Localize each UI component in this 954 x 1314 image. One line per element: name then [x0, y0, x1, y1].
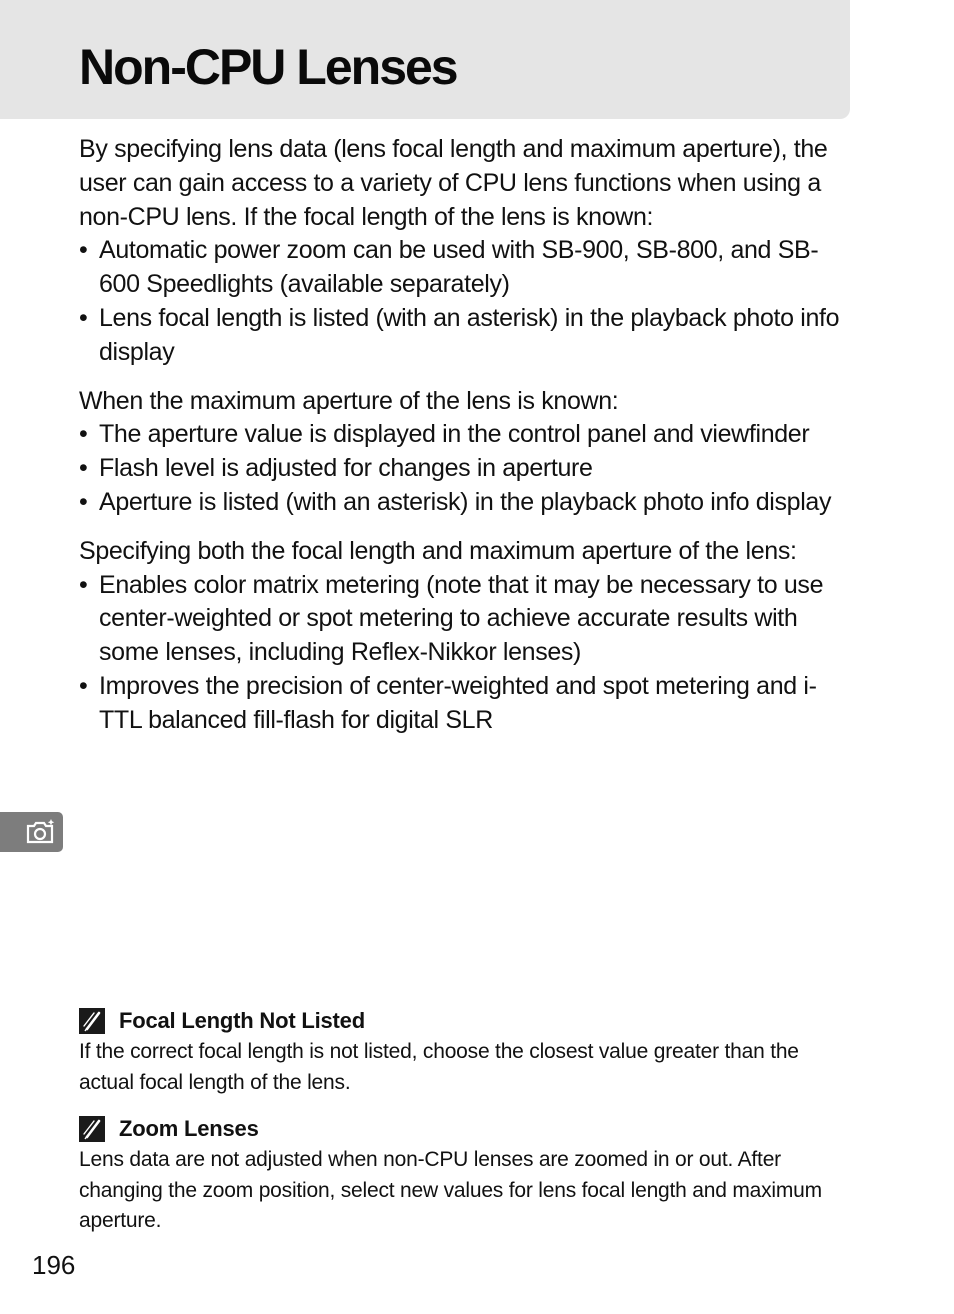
intro-paragraph: By specifying lens data (lens focal length and maximum aperture), the user can gain access to a variety of CPU lens functions when using a non-CPU lens. If the focal length of the lens is known: [79, 135, 828, 231]
list-item-text: Lens focal length is listed (with an asterisk) in the playback photo info display [99, 303, 840, 366]
note-focal-length [79, 1005, 859, 1098]
title-band [0, 0, 850, 119]
bullet-glyph: • [79, 671, 88, 700]
list-item [79, 452, 854, 486]
list-item-text: Improves the precision of center-weighted and spot metering and i-TTL balanced fill-flash for digital SLR [99, 671, 817, 734]
notes-section [79, 1005, 859, 1237]
bullet-glyph: • [79, 420, 88, 449]
note-body: If the correct focal length is not listed, choose the closest value greater than the actual focal length of the lens. [79, 1040, 799, 1094]
note-zoom-lenses [79, 1113, 859, 1237]
list-item [79, 569, 854, 670]
list-item [79, 302, 854, 370]
bullet-glyph: • [79, 570, 88, 599]
list-item [79, 486, 854, 520]
section-gap [79, 520, 854, 535]
list-item [79, 418, 854, 452]
bullet-glyph: • [79, 487, 88, 516]
list-item-text: Automatic power zoom can be used with SB-900, SB-800, and SB-600 Speedlights (available separately) [99, 236, 819, 299]
main-content [79, 133, 854, 738]
bullet-glyph: • [79, 454, 88, 483]
pencil-note-icon [79, 1116, 105, 1142]
aperture-bullet-list [79, 418, 854, 519]
list-item-text: Aperture is listed (with an asterisk) in the playback photo info display [99, 487, 832, 516]
section-tab [0, 812, 63, 852]
list-item [79, 234, 854, 302]
section-gap [79, 370, 854, 385]
both-paragraph: Specifying both the focal length and maximum aperture of the lens: [79, 536, 797, 565]
bullet-glyph: • [79, 303, 88, 332]
intro-bullet-list [79, 234, 854, 369]
list-item-text: The aperture value is displayed in the control panel and viewfinder [99, 420, 810, 449]
pencil-note-icon [79, 1008, 105, 1034]
list-item-text: Flash level is adjusted for changes in aperture [99, 454, 593, 483]
note-title: Zoom Lenses [119, 1115, 259, 1141]
list-item-text: Enables color matrix metering (note that it may be necessary to use center-weighted or spot metering to achieve accurate results with some lenses, including Reflex-Nikkor lenses) [99, 570, 824, 667]
note-header [79, 1113, 859, 1145]
camera-settings-icon [24, 818, 56, 846]
list-item [79, 670, 854, 738]
aperture-paragraph: When the maximum aperture of the lens is known: [79, 386, 619, 415]
note-title: Focal Length Not Listed [119, 1007, 365, 1033]
both-bullet-list [79, 569, 854, 738]
note-header [79, 1005, 859, 1037]
page-title: Non-CPU Lenses [79, 39, 457, 95]
page-number: 196 [32, 1250, 76, 1280]
bullet-glyph: • [79, 236, 88, 265]
note-body: Lens data are not adjusted when non-CPU lenses are zoomed in or out. After changing the zoom position, select new values for lens focal length and maximum aperture. [79, 1148, 822, 1232]
